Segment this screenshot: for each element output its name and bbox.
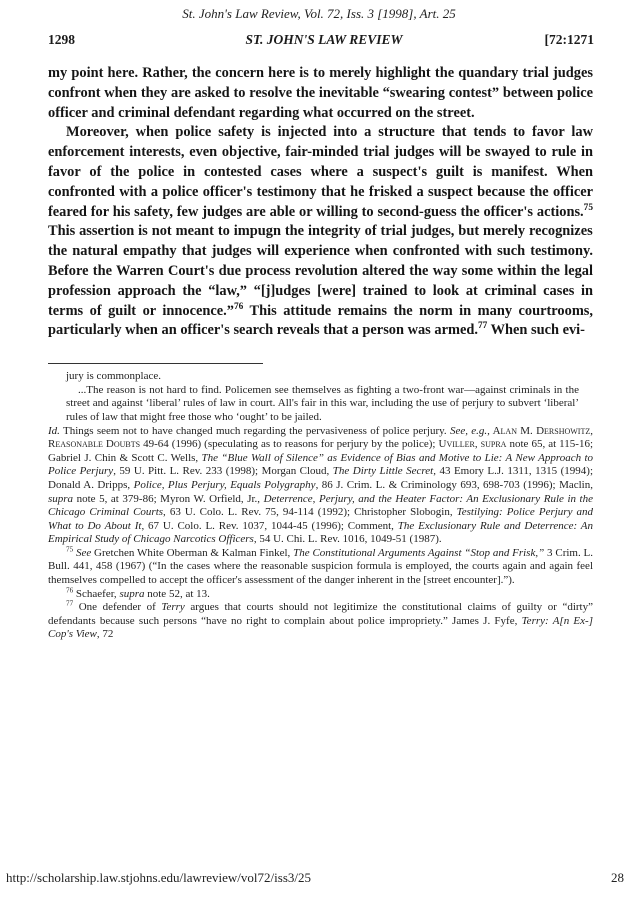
body-paragraph-1: my point here. Rather, the concern here is to merely highlight the quandary trial judges confront when they are asked to resolve the inevitable “swearing contest” between police officer and criminal defendant regarding what occurred on the street. [48,65,593,121]
source-url-link[interactable]: http://scholarship.law.stjohns.edu/lawreview/vol72/iss3/25 [6,870,311,885]
footnotes [48,370,593,642]
note-text: note 5, at 379-86; Myron W. Orfield, Jr., [73,492,264,505]
note-text: , 54 U. Chi. L. Rev. 1016, 1049-51 (1987). [253,533,442,546]
note-text: note 52, at 13. [144,587,210,600]
note-text: note 65, at 115-16; Gabriel J. Chin & Scott C. Wells, [48,438,593,464]
note-text: , 43 Emory L.J. 1311, 1315 (1994); Donald A. Dripps, [48,465,594,491]
footnote-block-quote: ...The reason is not hard to find. Policemen see themselves as fighting a two-front war—against criminals in the street and against ‘liberal’ rules of law in court. All's fair in this war, including the use of perjury to subvert ‘liberal’ rules of law that might free those who ‘ought’ to be jailed. [66,383,579,423]
page-footer [0,870,638,890]
footnote-75 [48,547,593,588]
note-text: Schaefer, [73,587,120,600]
body-text-segment: This assertion is not meant to impugn the integrity of trial judges, but merely recognizes the natural empathy that judges will experience when confronted with such testimony. Before the Warren Court's due process revolution altered the way some within the legal profession approach the “law,” “[j]udges [were] trained to look at criminal cases in terms of guilt or innocence.” [48,223,593,319]
note-text: Gretchen White Oberman & Kalman Finkel, [91,546,294,559]
note-text: argues that courts should not legitimize the constitutional claims of guilty or “dirty” defendants because such persons “have no right to complain about police impropriety.” James J. Fyfe, [48,601,593,627]
note-text: One defender of [73,601,162,614]
body-text-segment: This attitude remains the norm in many courtrooms, particularly when an officer's search reveals that a person was armed. [48,302,594,339]
footnote-76 [48,588,593,602]
page-content [48,32,600,642]
note-italic: Id. [48,424,60,437]
note-italic: The “Blue Wall of Silence” as Evidence of Bias and Motive to Lie: A New Approach to Police Perjury [48,451,593,478]
note-italic: Terry [161,601,185,614]
footnote-number-77: 77 [66,599,74,608]
note-italic: supra [48,492,74,505]
running-head [48,32,600,54]
note-italic: See, e.g., [449,424,490,437]
note-italic: The Dirty Little Secret [332,465,434,478]
body-text-segment: Moreover, when police safety is injected into a structure that tends to favor law enforcement interests, even objective, fair-minded trial judges will be swayed to rule in favor of the police in contested cases where a suspect's guilt is manifest. When confronted with a police officer's testimony that he frisked a suspect because the officer feared for his safety, few judges are able or willing to second-guess the officer's actions. [48,124,593,220]
note-text: Things seem not to have changed much regarding the pervasiveness of police perjury. [59,424,450,437]
note-italic: supra [119,587,145,600]
footnote-number-75: 75 [66,545,74,554]
note-text: , 63 U. Colo. L. Rev. 75, 94-114 (1992); Christopher Slobogin, [163,506,457,519]
footer-page-number: 28 [611,870,624,885]
note-text: Alan M. Dershowitz, Reasonable Doubts [48,424,593,451]
note-italic: See [73,546,92,559]
note-italic: Deterrence, Perjury, and the Heater Factor: An Exclusionary Rule in the Chicago Criminal Courts [48,492,593,519]
note-italic: Police, Plus Perjury, Equals Polygraphy [133,478,316,491]
body-paragraph-2 [48,123,593,341]
note-italic: Terry: A[n Ex-] Cop's View [48,614,593,641]
footnote-number-76: 76 [66,586,74,594]
note-text: , 67 U. Colo. L. Rev. 1037, 1044-45 (1996); Comment, [141,519,398,532]
citation-header: St. John's Law Review, Vol. 72, Iss. 3 [1998], Art. 25 [182,6,456,21]
footnote-divider [48,363,263,364]
page-number: 1298 [48,32,75,47]
footnote-ref-77[interactable]: 77 [477,321,488,332]
body-text-segment: When such evi- [487,322,585,339]
journal-title: ST. JOHN'S LAW REVIEW [245,32,403,47]
footnote-ref-75[interactable]: 75 [583,202,593,213]
note-text: 49-64 (1996) (speculating as to reasons for perjury by the police); [140,438,439,451]
note-text: Uviller, supra [438,438,507,451]
note-italic: Testilying: Police Perjury and What to Do About It [48,506,593,532]
note-text: , 59 U. Pitt. L. Rev. 233 (1998); Morgan Cloud, [113,465,333,478]
body-text [48,64,593,341]
note-italic: The Exclusionary Rule and Deterrence: An Empirical Study of Chicago Narcotics Officers [48,519,594,546]
note-italic: The Constitutional Arguments Against “Stop and Frisk,” [293,546,545,559]
note-text: 3 Crim. L. Bull. 441, 458 (1967) (“In the cases where the reasonable suspicion formula is employed, the courts again and again feel themselves compelled to accept the officer's assessment of the danger inherent in the [street encounter].”). [48,546,594,587]
footnote-77 [48,601,593,642]
note-text: , 86 J. Crim. L. & Criminology 693, 698-703 (1996); Maclin, [315,478,593,491]
footnote-ref-76[interactable]: 76 [233,301,244,312]
note-text: , 72 [96,628,114,641]
volume-cite: [72:1271 [544,32,594,47]
footnote-quote-tail: jury is commonplace. [66,370,162,383]
footnote-74-citations [48,425,593,547]
